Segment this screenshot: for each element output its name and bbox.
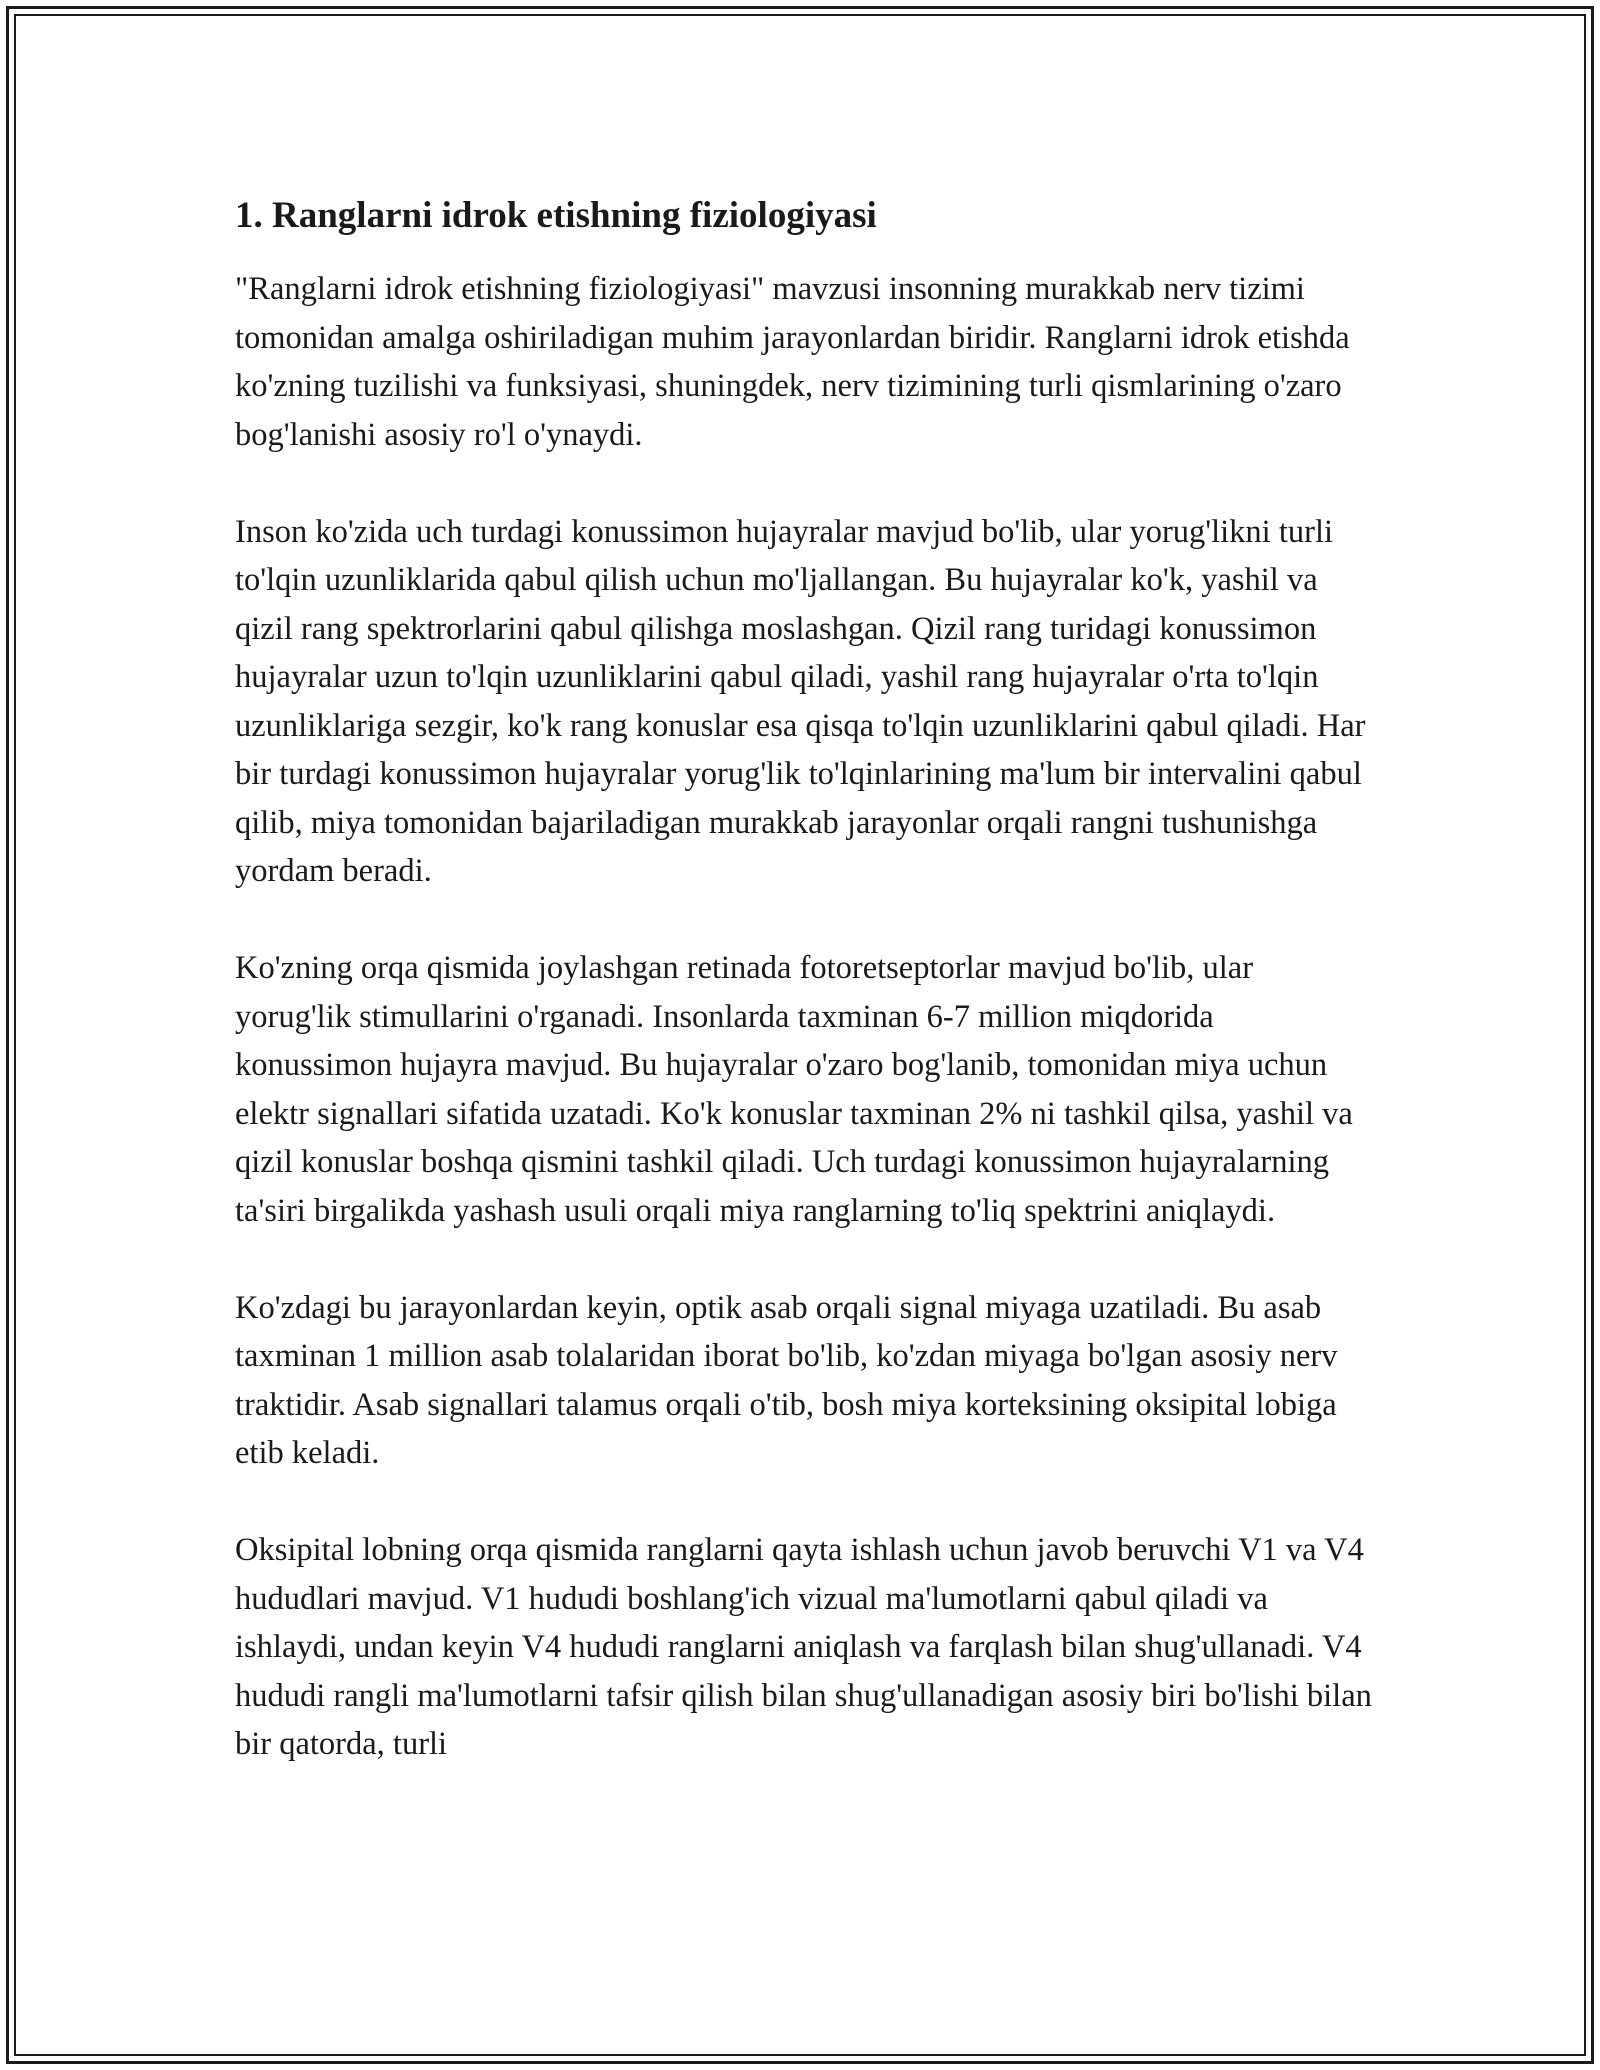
- section-heading: 1. Ranglarni idrok etishning fiziologiyasi: [235, 195, 877, 236]
- paragraph-cone-cells: Inson ko'zida uch turdagi konussimon hujayralar mavjud bo'lib, ular yorug'likni turli to'lqin uzunliklarida qabul qilish uchun mo'ljallangan. Bu hujayralar ko'k, yashil va qizil rang spektrorlarini qabul qilishga moslashgan. Qizil rang turidagi konussimon hujayralar uzun to'lqin uzunliklarini qabul qiladi, yashil rang hujayralar o'rta to'lqin uzunliklariga sezgir, ko'k rang konuslar esa qisqa to'lqin uzunliklarini qabul qiladi. Har bir turdagi konussimon hujayralar yorug'lik to'lqinlarining ma'lum bir intervalini qabul qilib, miya tomonidan bajariladigan murakkab jarayonlar orqali rangni tushunishga yordam beradi.: [235, 513, 1366, 889]
- paragraph-intro: "Ranglarni idrok etishning fiziologiyasi" mavzusi insonning murakkab nerv tizimi tomonidan amalga oshiriladigan muhim jarayonlardan biridir. Ranglarni idrok etishda ko'zning tuzilishi va funksiyasi, shuningdek, nerv tizimining turli qismlarining o'zaro bog'lanishi asosiy ro'l o'ynaydi.: [235, 271, 1350, 453]
- document-body: [235, 188, 1375, 1769]
- paragraph-retina: Ko'zning orqa qismida joylashgan retinada fotoretseptorlar mavjud bo'lib, ular yorug'lik stimullarini o'rganadi. Insonlarda taxminan 6-7 million miqdorida konussimon hujayra mavjud. Bu hujayralar o'zaro bog'lanib, tomonidan miya uchun elektr signallari sifatida uzatadi. Ko'k konuslar taxminan 2% ni tashkil qilsa, yashil va qizil konuslar boshqa qismini tashkil qiladi. Uch turdagi konussimon hujayralarning ta'siri birgalikda yashash usuli orqali miya ranglarning to'liq spektrini aniqlaydi.: [235, 950, 1353, 1229]
- paragraph-occipital-lobe: Oksipital lobning orqa qismida ranglarni qayta ishlash uchun javob beruvchi V1 va V4 hududlari mavjud. V1 hududi boshlang'ich vizual ma'lumotlarni qabul qiladi va ishlaydi, undan keyin V4 hududi ranglarni aniqlash va farqlash bilan shug'ullanadi. V4 hududi rangli ma'lumotlarni tafsir qilish bilan shug'ullanadigan asosiy biri bo'lishi bilan bir qatorda, turli: [235, 1532, 1372, 1762]
- paragraph-optic-nerve: Ko'zdagi bu jarayonlardan keyin, optik asab orqali signal miyaga uzatiladi. Bu asab taxminan 1 million asab tolalaridan iborat bo'lib, ko'zdan miyaga bo'lgan asosiy nerv traktidir. Asab signallari talamus orqali o'tib, bosh miya korteksining oksipital lobiga etib keladi.: [235, 1289, 1338, 1471]
